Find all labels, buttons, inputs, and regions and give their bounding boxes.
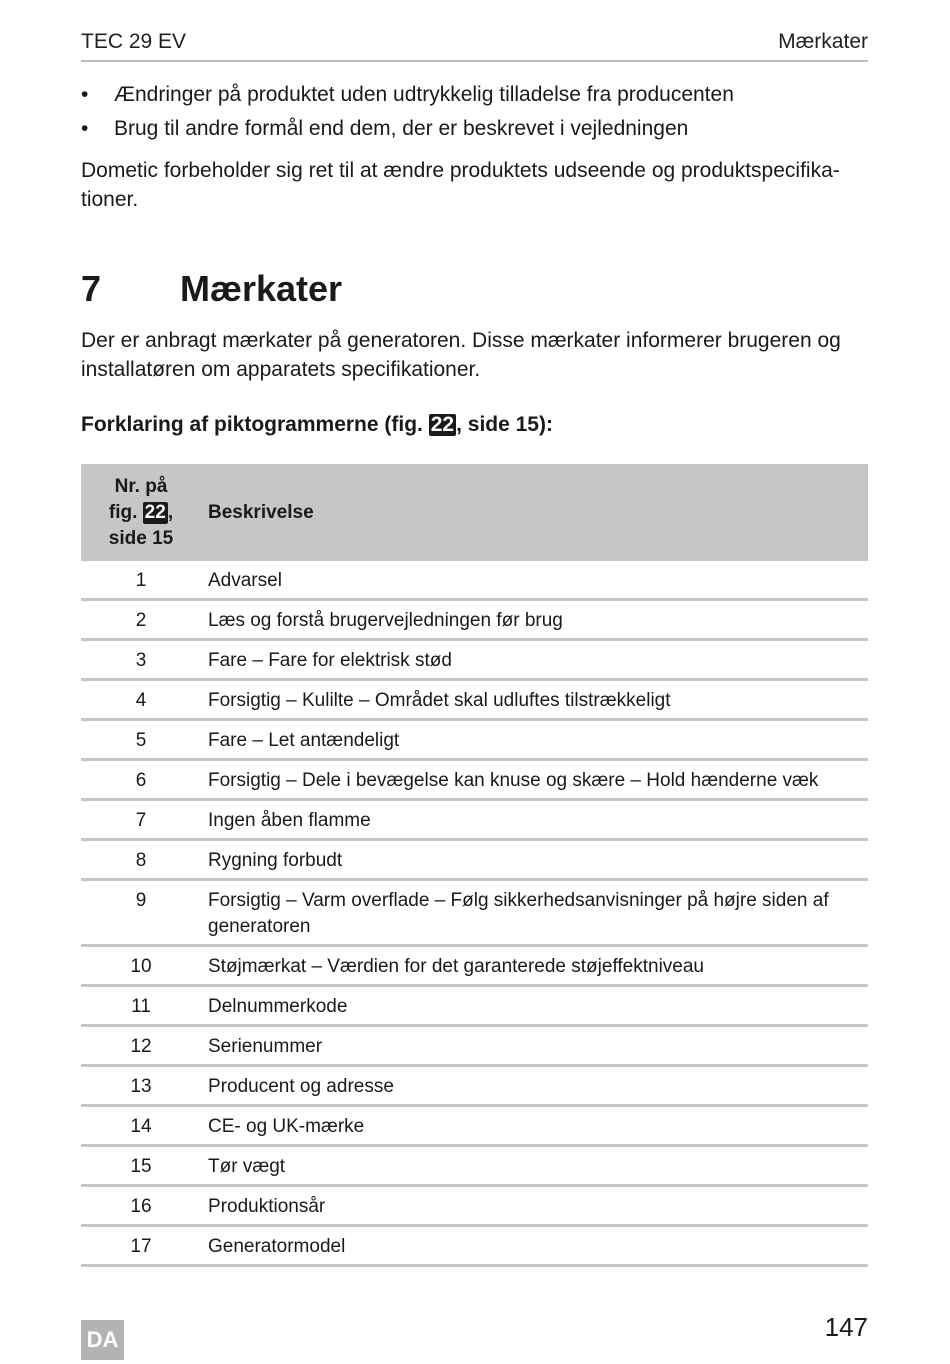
row-description: Producent og adresse	[208, 1076, 394, 1097]
section-number: 7	[81, 268, 102, 309]
row-number: 12	[130, 1036, 152, 1057]
row-description: Fare – Let antændeligt	[208, 730, 400, 751]
table-row	[81, 721, 868, 761]
pictogram-table	[81, 464, 868, 1267]
table-row	[81, 987, 868, 1027]
table-body	[81, 561, 868, 1267]
row-number: 17	[130, 1236, 152, 1257]
row-description: Ingen åben flamme	[208, 810, 371, 831]
table-header	[81, 464, 868, 561]
row-description: Læs og forstå brugervejledningen før brug	[208, 610, 563, 631]
row-number: 3	[135, 650, 147, 671]
intro-paragraph: Dometic forbeholder sig ret til at ændre produktets udseende og produktspecifikationer.	[81, 159, 840, 211]
row-number: 16	[130, 1196, 152, 1217]
table-row	[81, 1027, 868, 1067]
section-title: Mærkater	[180, 268, 343, 309]
figure-reference: 22	[144, 501, 166, 523]
table-row	[81, 1187, 868, 1227]
row-description: Forsigtig – Varm overflade – Følg sikkerhedsanvisninger på højre siden af generatoren	[208, 890, 829, 937]
figure-reference: 22	[430, 413, 455, 436]
row-description: Tør vægt	[208, 1156, 286, 1177]
list-item: • Ændringer på produktet uden udtrykkelig tilladelse fra producenten	[81, 80, 868, 114]
row-number: 1	[135, 570, 147, 591]
table-row	[81, 1147, 868, 1187]
column-header-description: Beskrivelse	[208, 501, 314, 523]
table-row	[81, 1067, 868, 1107]
table-row	[81, 801, 868, 841]
row-number: 7	[135, 810, 147, 831]
row-number: 11	[131, 996, 151, 1017]
row-number: 8	[135, 850, 147, 871]
table-row	[81, 881, 868, 947]
bullet-list	[81, 80, 868, 148]
row-number: 9	[135, 890, 147, 911]
bullet-icon: •	[81, 117, 89, 140]
row-description: Serienummer	[208, 1036, 323, 1057]
header-title: TEC 29 EV	[81, 30, 187, 53]
row-description: Generatormodel	[208, 1236, 346, 1257]
bullet-icon: •	[81, 83, 89, 106]
row-description: CE- og UK-mærke	[208, 1116, 365, 1137]
row-number: 2	[135, 610, 147, 631]
row-number: 10	[130, 956, 152, 977]
table-row	[81, 761, 868, 801]
row-description: Forsigtig – Dele i bevægelse kan knuse og skære – Hold hænderne væk	[208, 770, 819, 791]
body-paragraph: Der er anbragt mærkater på generatoren. Disse mærkater informerer brugeren og installatøren om apparatets specifikationer.	[81, 329, 841, 381]
table-row	[81, 681, 868, 721]
table-row	[81, 561, 868, 601]
table-row	[81, 841, 868, 881]
row-description: Støjmærkat – Værdien for det garanterede støjeffektniveau	[208, 956, 705, 977]
row-description: Advarsel	[208, 570, 282, 591]
column-header-number: Nr. på fig. 22 , side 15	[108, 475, 174, 549]
table-row	[81, 641, 868, 681]
section-heading	[81, 266, 868, 312]
row-description: Produktionsår	[208, 1196, 326, 1217]
row-number: 4	[135, 690, 147, 711]
row-description: Rygning forbudt	[208, 850, 343, 871]
page-number: 147	[824, 1312, 868, 1342]
row-description: Fare – Fare for elektrisk stød	[208, 650, 452, 671]
row-number: 14	[130, 1116, 152, 1137]
row-description: Forsigtig – Kulilte – Området skal udluftes tilstrækkeligt	[208, 690, 671, 711]
row-number: 13	[130, 1076, 152, 1097]
row-number: 5	[135, 730, 147, 751]
language-badge: DA	[81, 1320, 124, 1360]
page-header	[81, 30, 868, 62]
list-item: • Brug til andre formål end dem, der er beskrevet i vejledningen	[81, 114, 868, 148]
row-number: 6	[135, 770, 147, 791]
table-row	[81, 1227, 868, 1267]
table-row	[81, 601, 868, 641]
row-number: 15	[130, 1156, 152, 1177]
table-row	[81, 1107, 868, 1147]
header-section: Mærkater	[778, 30, 868, 53]
row-description: Delnummerkode	[208, 996, 348, 1017]
table-row	[81, 947, 868, 987]
table-caption: Forklaring af piktogrammerne (fig. 22, side 15):	[81, 413, 553, 436]
